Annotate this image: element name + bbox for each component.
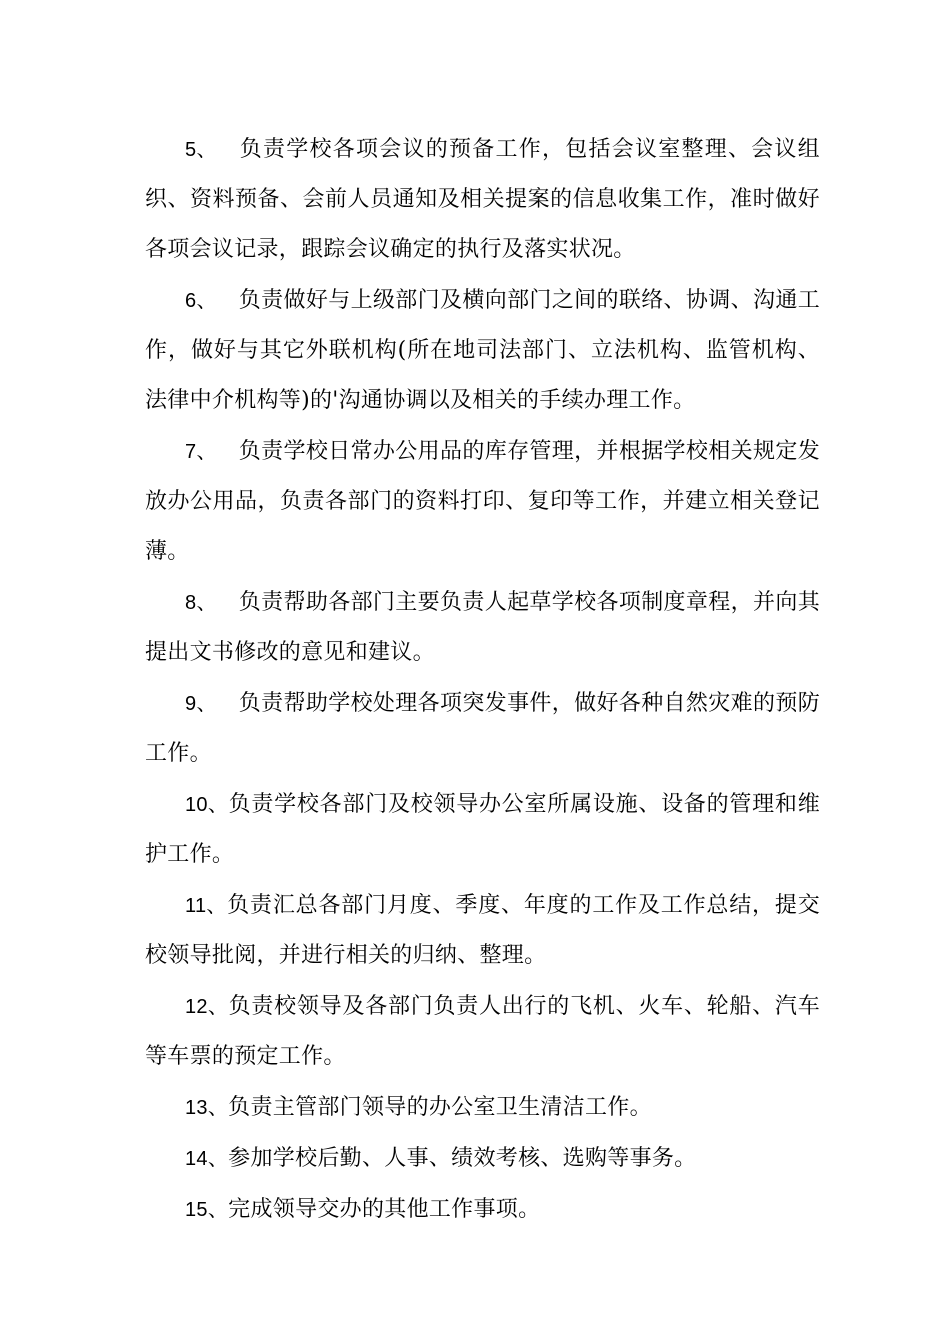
item-number: 10、 [185, 792, 229, 816]
list-item [145, 275, 820, 426]
item-number: 13、 [185, 1095, 229, 1119]
item-text: 负责帮助各部门主要负责人起草学校各项制度章程，并向其提出文书修改的意见和建议。 [145, 590, 820, 665]
item-number: 15、 [185, 1197, 229, 1221]
list-item [145, 124, 820, 275]
item-text: 完成领导交办的其他工作事项。 [228, 1197, 541, 1222]
item-number: 5、 [185, 137, 217, 161]
document-body [145, 124, 820, 1235]
list-item [145, 1133, 820, 1184]
item-number: 8、 [185, 590, 217, 614]
list-item [145, 426, 820, 577]
item-text: 负责汇总各部门月度、季度、年度的工作及工作总结，提交校领导批阅，并进行相关的归纳、整理。 [145, 893, 820, 968]
list-item [145, 880, 820, 981]
list-item [145, 1184, 820, 1235]
item-text: 负责学校各部门及校领导办公室所属设施、设备的管理和维护工作。 [145, 792, 820, 867]
item-number: 12、 [185, 994, 229, 1018]
item-number: 9、 [185, 691, 217, 715]
item-text: 负责主管部门领导的办公室卫生清洁工作。 [228, 1095, 652, 1120]
item-number: 11、 [185, 893, 227, 917]
item-number: 7、 [185, 439, 217, 463]
list-item [145, 1082, 820, 1133]
item-text: 参加学校后勤、人事、绩效考核、选购等事务。 [228, 1146, 697, 1171]
item-text: 负责校领导及各部门负责人出行的飞机、火车、轮船、汽车等车票的预定工作。 [145, 994, 820, 1069]
item-text: 负责学校各项会议的预备工作，包括会议室整理、会议组织、资料预备、会前人员通知及相关提案的信息收集工作，准时做好各项会议记录，跟踪会议确定的执行及落实状况。 [145, 137, 820, 262]
item-number: 6、 [185, 288, 217, 312]
list-item [145, 981, 820, 1082]
item-number: 14、 [185, 1146, 229, 1170]
item-text: 负责学校日常办公用品的库存管理，并根据学校相关规定发放办公用品，负责各部门的资料打印、复印等工作，并建立相关登记薄。 [145, 439, 820, 564]
list-item [145, 577, 820, 678]
item-text: 负责做好与上级部门及横向部门之间的联络、协调、沟通工作，做好与其它外联机构(所在地司法部门、立法机构、监管机构、法律中介机构等)的'沟通协调以及相关的手续办理工作。 [145, 288, 820, 413]
list-item [145, 779, 820, 880]
list-item [145, 678, 820, 779]
item-text: 负责帮助学校处理各项突发事件，做好各种自然灾难的预防工作。 [145, 691, 820, 766]
